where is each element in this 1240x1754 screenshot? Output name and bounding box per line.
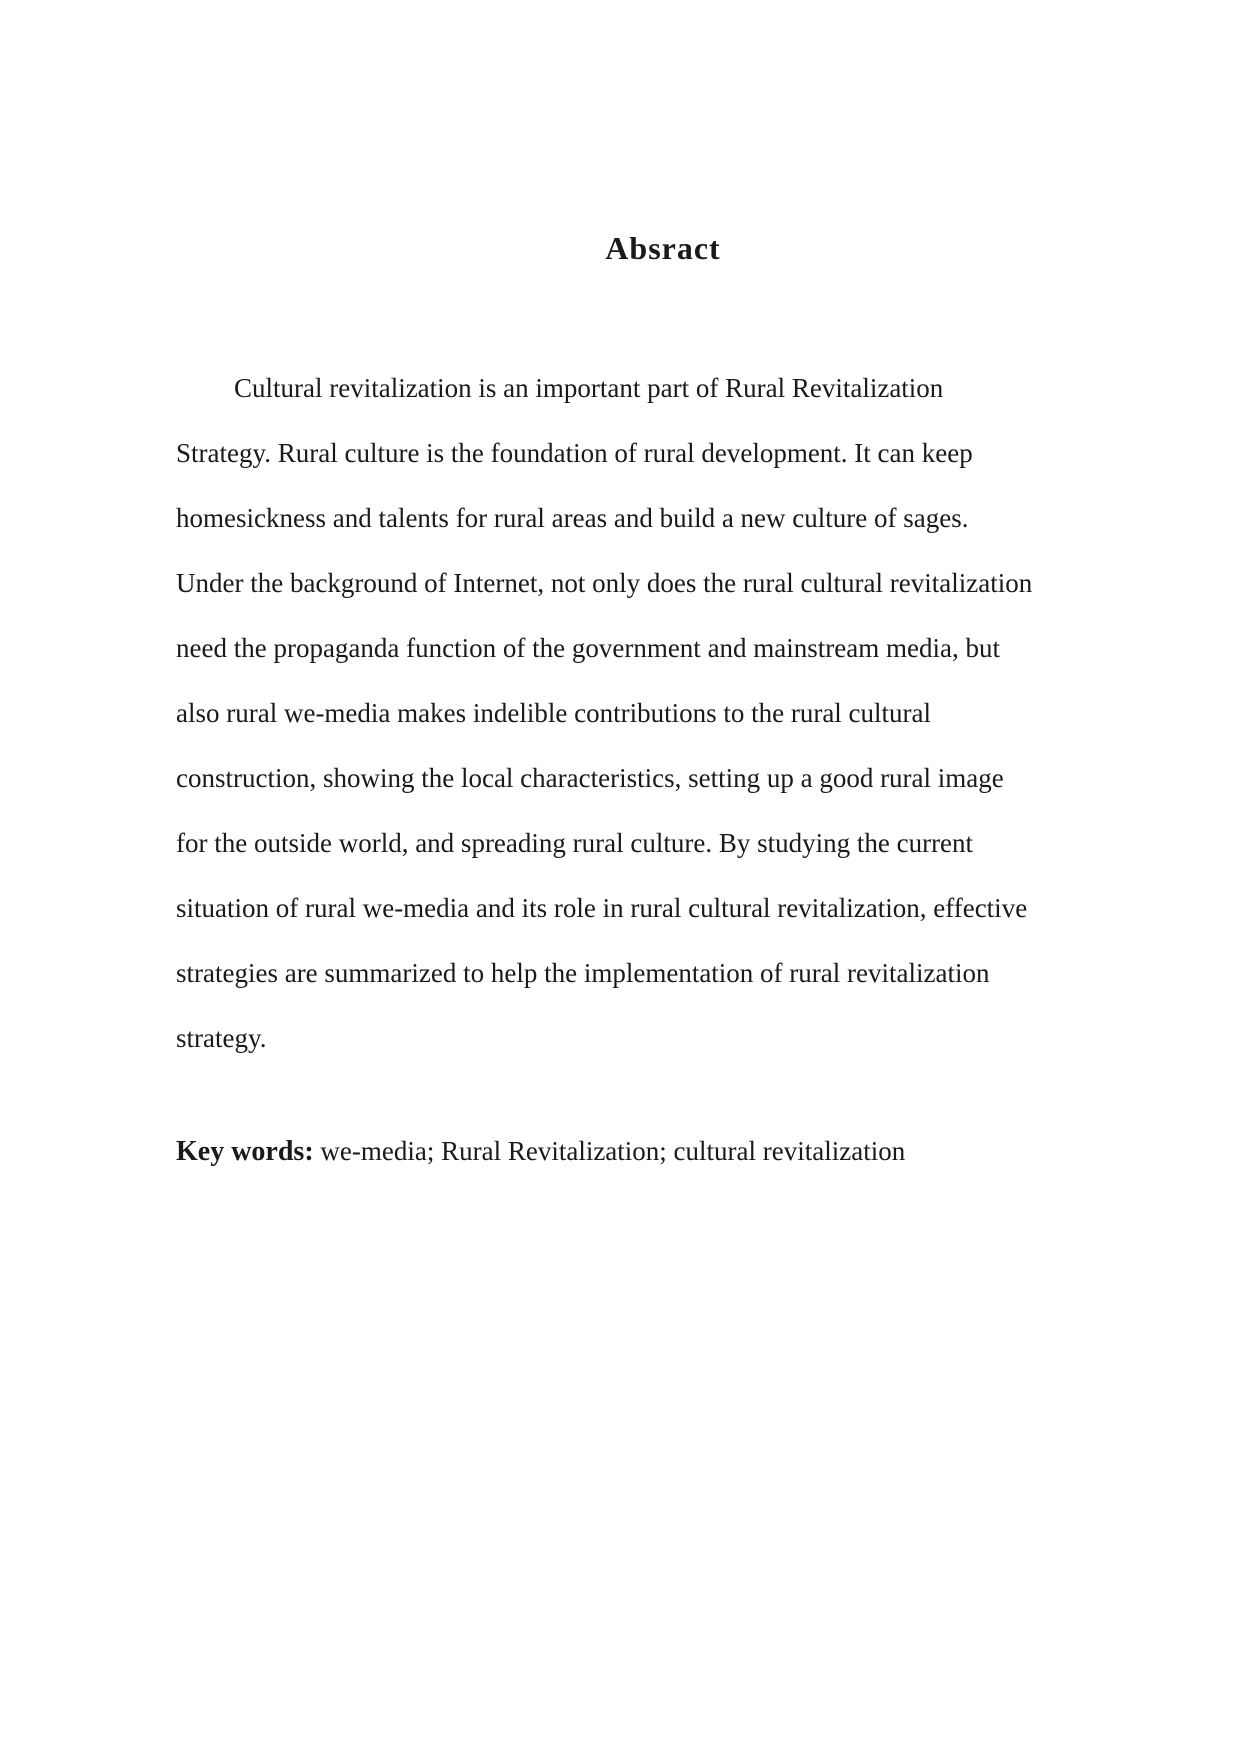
keywords-value: we-media; Rural Revitalization; cultural revitalization xyxy=(320,1136,906,1166)
abstract-line: Cultural revitalization is an important part of Rural Revitalization xyxy=(234,373,944,403)
abstract-line: situation of rural we-media and its role in rural cultural revitalization, effective xyxy=(176,893,1028,923)
abstract-line: also rural we-media makes indelible contributions to the rural cultural xyxy=(176,698,932,728)
page-title: Absract xyxy=(605,230,721,266)
abstract-paragraph xyxy=(176,356,1106,1071)
abstract-line: need the propaganda function of the government and mainstream media, but xyxy=(176,633,1000,663)
abstract-line: Strategy. Rural culture is the foundation of rural development. It can keep xyxy=(176,438,973,468)
abstract-line: homesickness and talents for rural areas and build a new culture of sages. xyxy=(176,503,969,533)
keywords-section xyxy=(176,1131,905,1172)
abstract-line: Under the background of Internet, not only does the rural cultural revitalization xyxy=(176,568,1033,598)
abstract-line: construction, showing the local characteristics, setting up a good rural image xyxy=(176,763,1004,793)
keywords-label: Key words: xyxy=(176,1136,314,1167)
abstract-line: strategy. xyxy=(176,1023,267,1053)
abstract-line: for the outside world, and spreading rural culture. By studying the current xyxy=(176,828,974,858)
abstract-line: strategies are summarized to help the implementation of rural revitalization xyxy=(176,958,990,988)
